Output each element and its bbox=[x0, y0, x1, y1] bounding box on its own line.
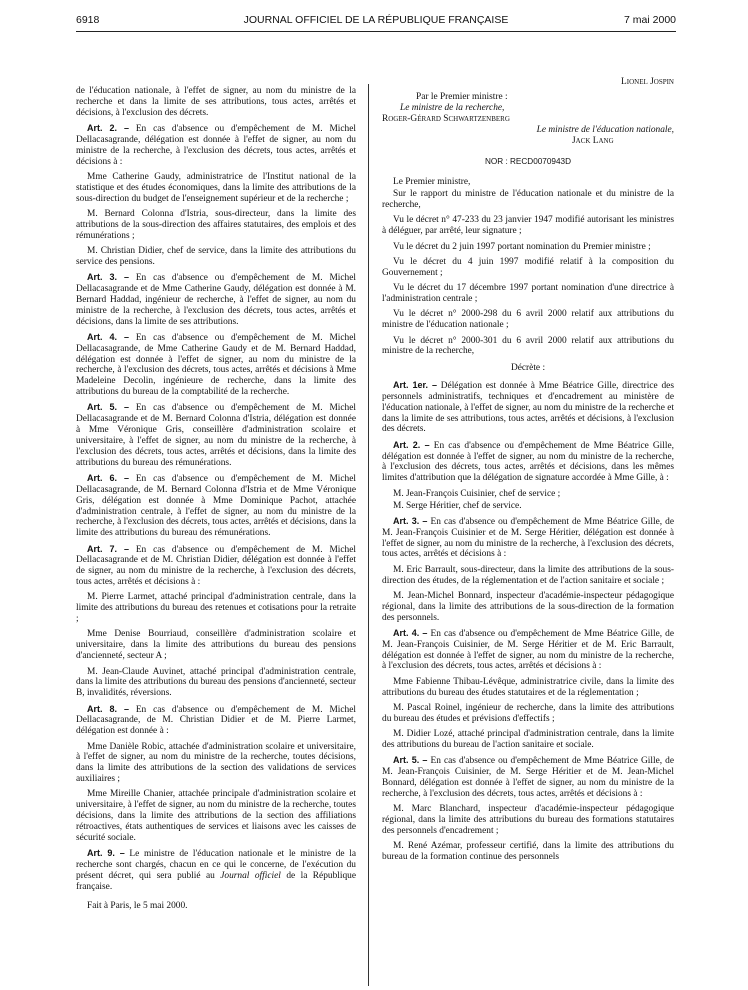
article-text: de la République française. bbox=[76, 870, 357, 892]
article-label: Art. 8. – bbox=[87, 703, 129, 714]
right-column bbox=[382, 77, 674, 867]
list-item: M. Jean-Claude Auvinet, attaché principal d'administration centrale, dans la limite des attributions du bureau des pensions d'ancienneté, secteur B, invalidités, réversions. bbox=[76, 666, 356, 699]
signature-par: Par le Premier ministre : bbox=[416, 92, 508, 103]
minister-title-research: Le ministre de la recherche, bbox=[400, 103, 505, 114]
vu-item: Vu le décret du 4 juin 1997 modifié relatif à la composition du Gouvernement ; bbox=[382, 256, 674, 278]
article-text: En cas d'absence ou d'empêchement de M. Michel Dellacasagrande, de M. Christian Didier et de M. Pierre Larmet, délégation est donnée à : bbox=[76, 704, 356, 737]
list-item: Mme Fabienne Thibau-Lévêque, administratrice civile, dans la limite des attributions du bureau des études statutaires et de la réglementation ; bbox=[382, 676, 674, 698]
list-item: M. Didier Lozé, attaché principal d'administration centrale, dans la limite des attributions du bureau de l'action sanitaire et sociale. bbox=[382, 729, 674, 751]
article-8 bbox=[76, 704, 356, 738]
article-2 bbox=[382, 440, 674, 484]
paragraph: Sur le rapport du ministre de l'éducation nationale et du ministre de la recherche, bbox=[382, 189, 674, 211]
column-separator bbox=[368, 84, 369, 986]
list-item: M. Marc Blanchard, inspecteur d'académie-inspecteur pédagogique régional, dans la limite des attributions du bureau des formations statutaires des personnels d'encadrement ; bbox=[382, 804, 674, 836]
article-4 bbox=[382, 628, 674, 672]
signatory-prime-minister: Lionel Jospin bbox=[621, 77, 674, 87]
list-item: M. Pierre Larmet, attaché principal d'administration centrale, dans la limite des attributions du bureau des retenues et cotisations pour la retraite ; bbox=[76, 592, 356, 625]
article-label: Art. 1er. – bbox=[393, 380, 437, 391]
vu-item: Vu le décret du 2 juin 1997 portant nomination du Premier ministre ; bbox=[393, 241, 651, 252]
article-text: Le ministre de l'éducation nationale et le ministre de la recherche sont chargés, chacun en ce qui le concerne, de l'exécution du présent décret, qui sera publié au bbox=[76, 849, 356, 881]
article-text: En cas d'absence ou d'empêchement de M. Michel Dellacasagrande et de M. Bernard Colonna d'Istria, délégation est donnée à Mme Véronique Gris, conseillère d'administration scolaire et universitaire, à l'effet de signer, au nom du ministre de la recherche, à l'exclusion des décrets, tous actes, arrêtés et décisions, dans la limite des attributions du bureau des rémunérations. bbox=[76, 403, 356, 468]
list-item: M. Jean-François Cuisinier, chef de service ; bbox=[393, 488, 561, 499]
article-text: En cas d'absence ou d'empêchement de Mme Béatrice Gille, de M. Jean-François Cuisinier, de M. Serge Héritier et de M. Eric Barrault, délégation est donnée à l'effet de signer, au nom du ministre de la recherche, à l'exclusion des décrets, tous actes, arrêtés et décisions à : bbox=[382, 628, 674, 672]
signature-block bbox=[382, 92, 674, 146]
decrete-heading: Décrète : bbox=[510, 363, 546, 374]
list-item: Mme Denise Bourriaud, conseillère d'administration scolaire et universitaire, dans la limite des attributions du bureau des pensions d'ancienneté, secteur A ; bbox=[76, 629, 356, 662]
list-item: Mme Mireille Chanier, attachée principale d'administration scolaire et universitaire, à l'effet de signer, au nom du ministre de la recherche, toutes décisions, dans la limite des attributions de la section des affiliations rétroactives, états authentiques de services et liaisons avec les caisses de sécurité sociale. bbox=[76, 789, 356, 843]
article-text: En cas d'absence ou d'empêchement de M. Michel Dellacasagrande et de Mme Catherine Gaudy, délégation est donnée à M. Bernard Haddad, ingénieur de recherche, à l'effet de signer, au nom du ministre de la recherche, à l'exclusion des décrets, tous actes, arrêtés et décisions, dans la limite de ses attributions. bbox=[76, 273, 356, 327]
list-item: M. Christian Didier, chef de service, dans la limite des attributions du service des pensions. bbox=[76, 245, 356, 267]
list-item: Mme Danièle Robic, attachée d'administration scolaire et universitaire, à l'effet de signer, au nom du ministre de la recherche, toutes décisions, dans la limite des attributions de la section des validations de services auxiliaires ; bbox=[76, 741, 356, 785]
article-text: En cas d'absence ou d'empêchement de M. Michel Dellacasagrande, de Mme Catherine Gaudy et de M. Bernard Haddad, délégation est donnée à l'effet de signer, au nom du ministre de la recherche, à l'exclusion des décrets, tous actes, arrêtés et décisions à Mme Madeleine Decolin, ingénieure de recherche, dans la limite des attributions du bureau de la comptabilité de la recherche. bbox=[76, 332, 356, 398]
article-5 bbox=[382, 755, 674, 799]
article-text: En cas d'absence ou d'empêchement de Mme Béatrice Gille, de M. Jean-François Cuisinier, de M. Serge Héritier et de M. Jean-Michel Bonnard, délégation est donnée à l'effet de signer, au nom du ministre de la recherche, à l'exclusion des décrets, tous actes, arrêtés et décisions à : bbox=[382, 756, 674, 799]
page-number: 6918 bbox=[76, 14, 100, 26]
article-label: Art. 3. – bbox=[87, 272, 129, 283]
signature-place-date: Fait à Paris, le 5 mai 2000. bbox=[87, 900, 188, 911]
article-1 bbox=[382, 380, 674, 435]
journal-title: JOURNAL OFFICIEL DE LA RÉPUBLIQUE FRANÇAISE bbox=[243, 14, 509, 26]
journal-officiel-italic: Journal officiel bbox=[220, 870, 281, 881]
signatory-research: Roger-Gérard Schwartzenberg bbox=[382, 114, 510, 125]
page-header bbox=[76, 14, 676, 30]
article-label: Art. 4. – bbox=[87, 331, 129, 342]
article-label: Art. 5. – bbox=[393, 755, 428, 766]
article-4 bbox=[76, 332, 356, 398]
vu-item: Vu le décret du 17 décembre 1997 portant nomination d'une directrice à l'administration centrale ; bbox=[382, 283, 674, 304]
article-label: Art. 9. – bbox=[87, 848, 125, 859]
article-5 bbox=[76, 402, 356, 468]
list-item: M. Serge Héritier, chef de service. bbox=[393, 500, 522, 511]
paragraph: de l'éducation nationale, à l'effet de signer, au nom du ministre de la recherche et dans la limite de ses attributions, tous actes, arrêtés et décisions, à l'exclusion des décrets. bbox=[76, 86, 356, 118]
article-text: En cas d'absence ou d'empêchement de M. Michel Dellacasagrande, de M. Bernard Colonna d'Istria et de Mme Véronique Gris, délégation est donnée à Mme Dominique Pachot, attachée d'administration centrale, à l'effet de signer, au nom du ministre de la recherche, à l'exclusion des décrets, tous actes, arrêtés et décisions, dans la limite des attributions du bureau des rémunérations. bbox=[76, 474, 356, 539]
article-label: Art. 3. – bbox=[393, 515, 428, 526]
article-text: En cas d'absence ou d'empêchement de M. Michel Dellacasagrande et de M. Christian Didier, délégation est donnée à l'effet de signer, au nom du ministre de la recherche, à l'exclusion des décrets, tous actes, arrêtés et décisions à : bbox=[76, 544, 356, 588]
article-label: Art. 2. – bbox=[87, 123, 129, 134]
article-label: Art. 2. – bbox=[393, 439, 430, 450]
article-text: Délégation est donnée à Mme Béatrice Gille, directrice des personnels administratifs, techniques et d'encadrement au ministère de l'éducation nationale, à l'effet de signer, au nom du ministre de la recherche et dans la limite de ses attributions, tous actes, arrêtés et décisions, à l'exclusion des décrets. bbox=[382, 381, 674, 435]
vu-item: Vu le décret n° 2000-298 du 6 avril 2000 relatif aux attributions du ministre de l'éducation nationale ; bbox=[382, 309, 674, 331]
paragraph: Le Premier ministre, bbox=[393, 177, 471, 188]
article-3 bbox=[76, 272, 356, 327]
header-rule bbox=[76, 31, 676, 32]
article-text: En cas d'absence ou d'empêchement de M. Michel Dellacasagrande, délégation est donnée à l'effet de signer, au nom du ministre de la recherche, à l'exclusion des décrets, tous actes, arrêtés et décisions à : bbox=[76, 124, 356, 167]
list-item: M. Eric Barrault, sous-directeur, dans la limite des attributions de la sous-direction des études, de la réglementation et de l'action sanitaire et sociale ; bbox=[382, 564, 674, 586]
article-text: En cas d'absence ou d'empêchement de Mme Béatrice Gille, délégation est donnée à l'effet de signer, au nom du ministre de la recherche, à l'exclusion des décrets, tous actes, arrêtés et décisions, dans les mêmes limites d'attribution que la délégation de signature accordée à Mme Gille, à : bbox=[382, 440, 674, 484]
left-column bbox=[76, 86, 356, 916]
minister-title-education: Le ministre de l'éducation nationale, bbox=[536, 124, 674, 135]
article-2 bbox=[76, 123, 356, 167]
nor-reference: NOR : RECD0070943D bbox=[484, 156, 571, 166]
article-label: Art. 7. – bbox=[87, 543, 129, 554]
list-item: Mme Catherine Gaudy, administratrice de l'Institut national de la statistique et des études économiques, dans la limite des attributions de la sous-direction du budget de l'enseignement supérieur et de la recherche ; bbox=[76, 171, 356, 204]
article-7 bbox=[76, 544, 356, 588]
list-item: M. Jean-Michel Bonnard, inspecteur d'académie-inspecteur pédagogique régional, dans la limite des attributions de la sous-direction de la formation des personnels. bbox=[382, 590, 674, 623]
article-6 bbox=[76, 473, 356, 539]
article-label: Art. 4. – bbox=[393, 627, 428, 638]
list-item: M. René Azémar, professeur certifié, dans la limite des attributions du bureau de la formation continue des personnels bbox=[382, 841, 674, 863]
signatory-education: Jack Lang bbox=[572, 135, 614, 146]
issue-date: 7 mai 2000 bbox=[624, 14, 676, 26]
vu-item: Vu le décret n° 2000-301 du 6 avril 2000 relatif aux attributions du ministre de la recherche, bbox=[382, 335, 674, 357]
list-item: M. Bernard Colonna d'Istria, sous-directeur, dans la limite des attributions de la sous-direction des affaires statutaires, des emplois et des rémunérations ; bbox=[76, 208, 356, 241]
vu-item: Vu le décret n° 47-233 du 23 janvier 1947 modifié autorisant les ministres à déléguer, par arrêté, leur signature ; bbox=[382, 215, 674, 237]
article-text: En cas d'absence ou d'empêchement de Mme Béatrice Gille, de M. Jean-François Cuisinier et de M. Serge Héritier, délégation est donnée à l'effet de signer, au nom du ministre de la recherche, à l'exclusion des décrets, tous actes, arrêtés et décisions à : bbox=[382, 516, 674, 560]
article-label: Art. 5. – bbox=[87, 402, 129, 413]
article-label: Art. 6. – bbox=[87, 473, 129, 483]
article-3 bbox=[382, 516, 674, 560]
article-9 bbox=[76, 848, 356, 892]
list-item: M. Pascal Roinel, ingénieur de recherche, dans la limite des attributions du bureau des études et prévisions d'effectifs ; bbox=[382, 703, 674, 724]
